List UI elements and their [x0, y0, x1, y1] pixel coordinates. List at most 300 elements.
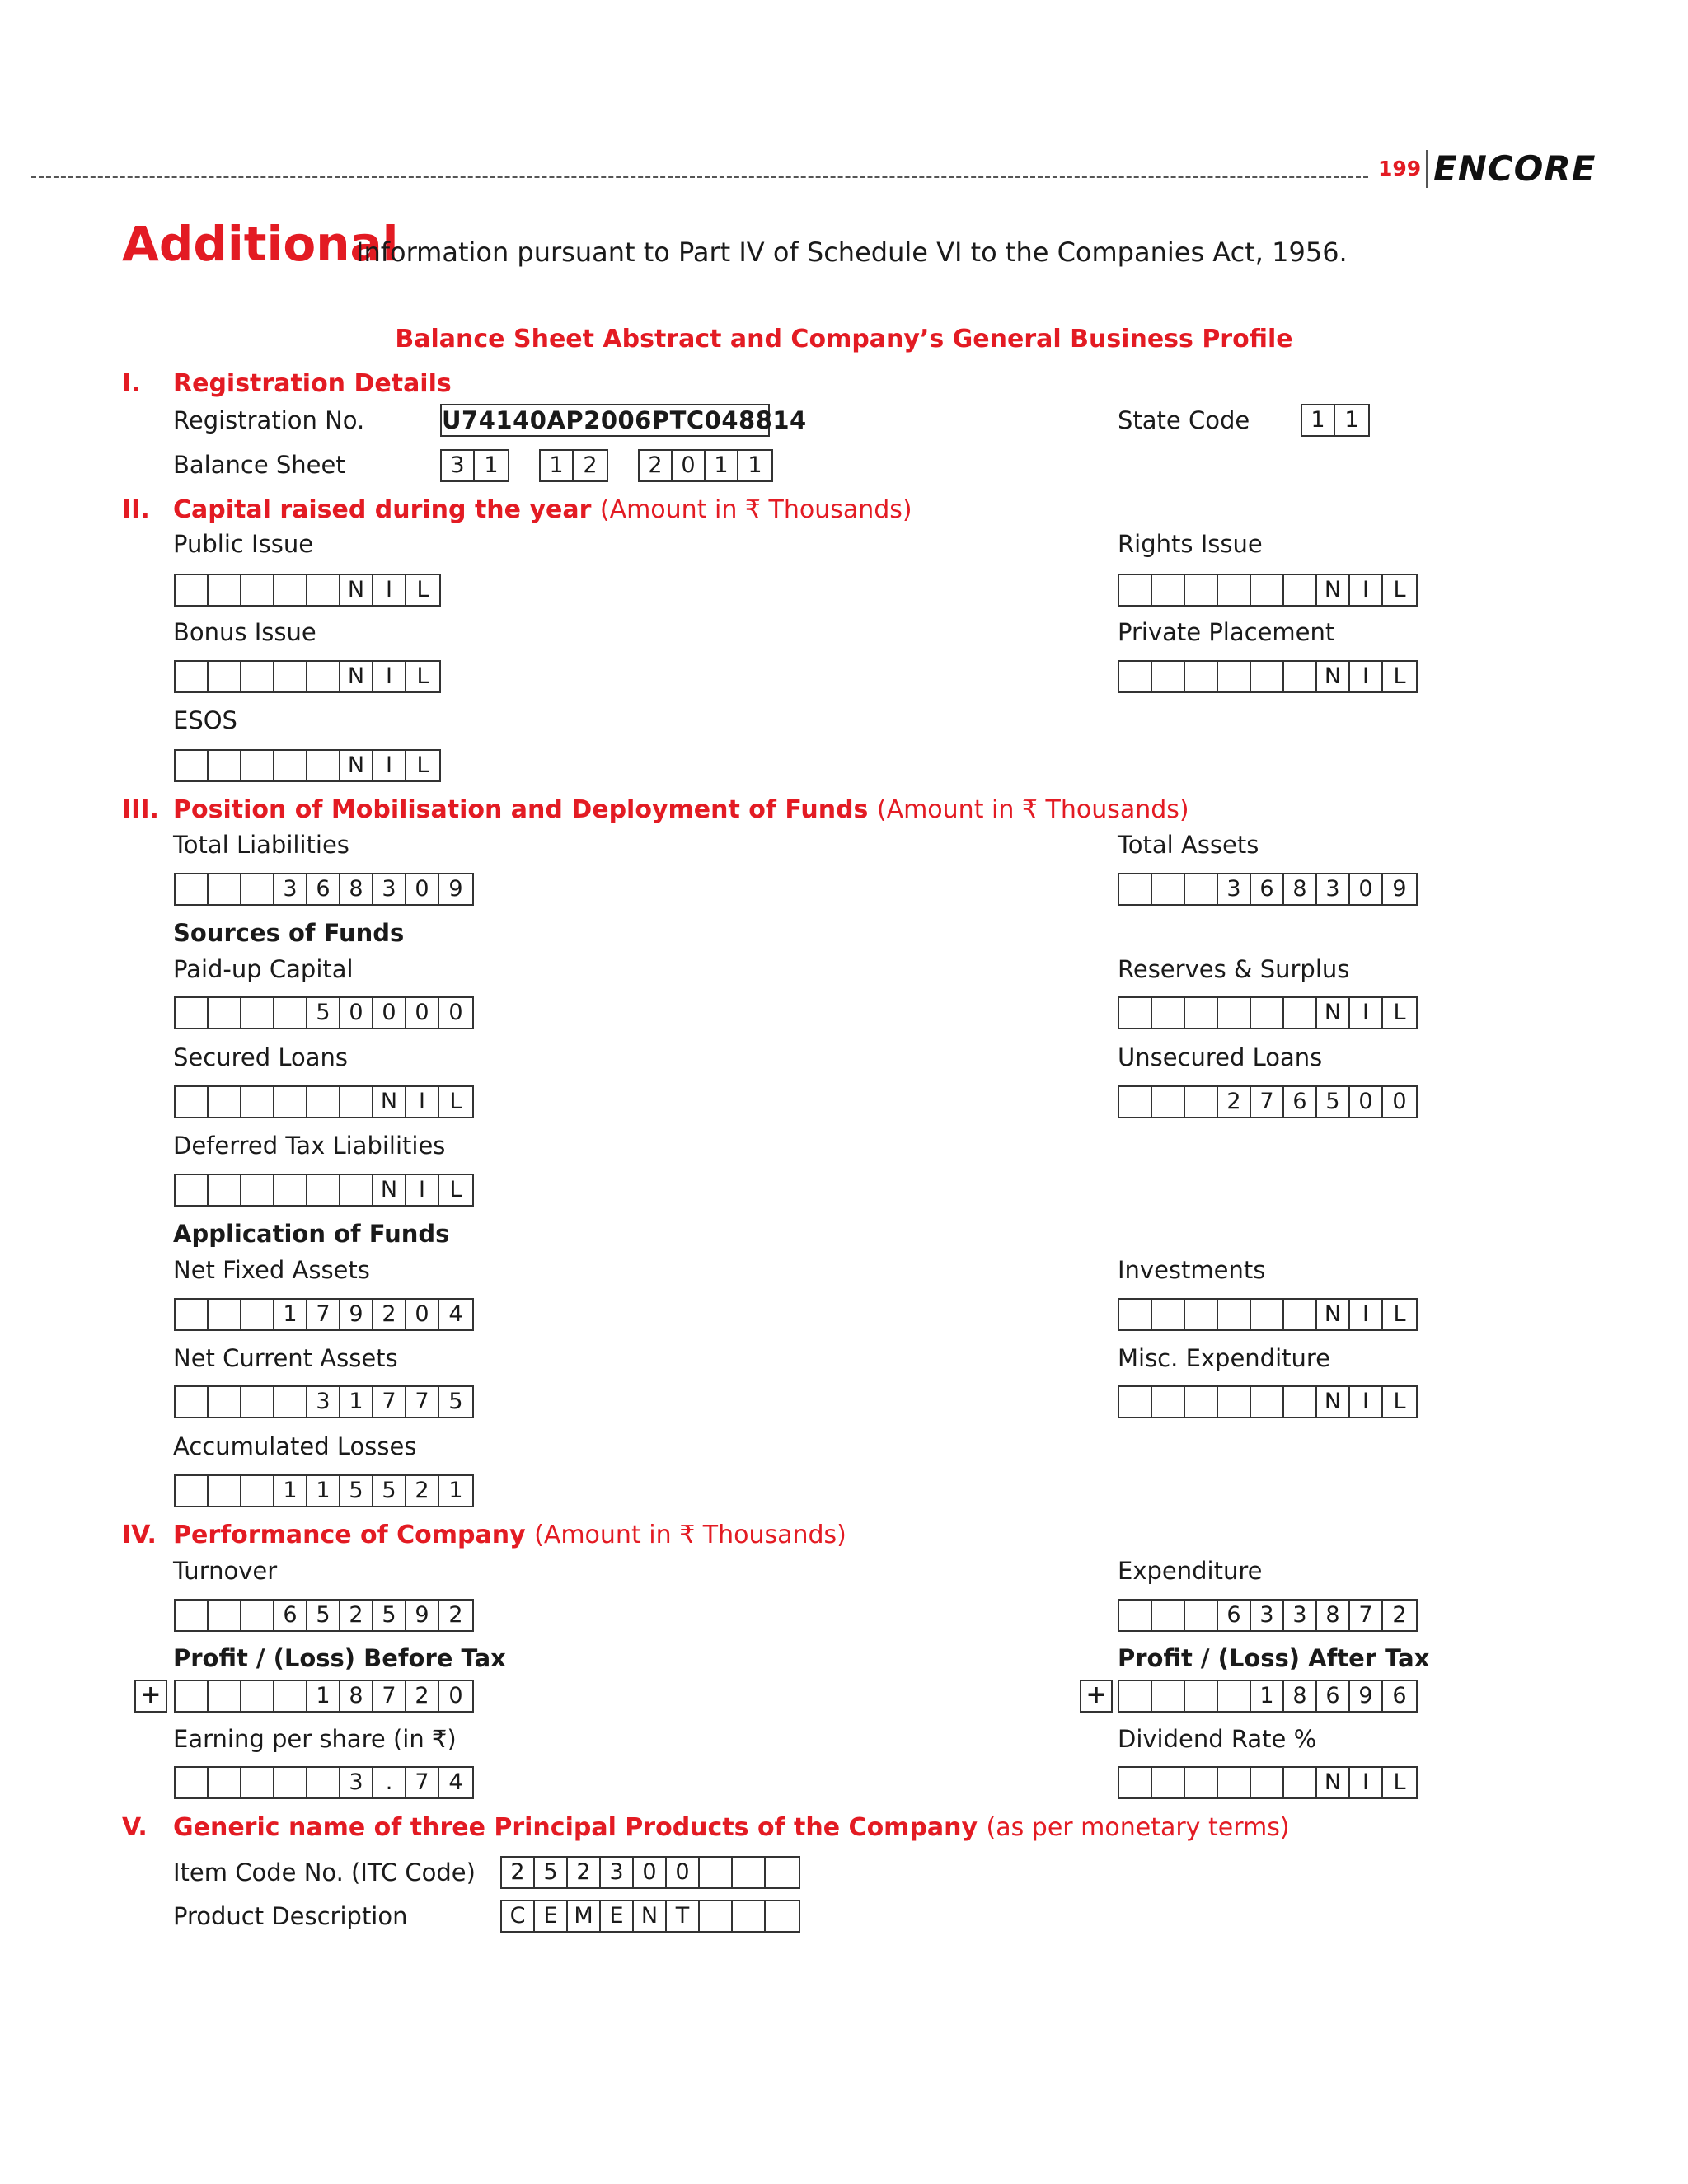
- private-placement-field: [1118, 660, 1418, 693]
- form-cell: 0: [448, 1000, 463, 1025]
- form-cell: I: [406, 1175, 439, 1205]
- form-cell: 1: [1344, 407, 1359, 433]
- form-cell: L: [1393, 1301, 1406, 1327]
- secured-loans-field: [174, 1085, 474, 1118]
- public-issue-label: Public Issue: [173, 530, 314, 558]
- pbt-label: Profit / (Loss) Before Tax: [173, 1644, 506, 1672]
- form-cell: [1119, 1387, 1152, 1417]
- form-cell: 3: [340, 1768, 373, 1797]
- brand-logo: ENCORE: [1426, 150, 1596, 188]
- form-cell: 0: [448, 1683, 463, 1708]
- form-cell: [1119, 1087, 1152, 1117]
- form-cell: [1152, 1300, 1185, 1329]
- deferred-tax-field: [174, 1174, 474, 1207]
- form-cell: [1185, 662, 1218, 691]
- rights-issue-field: [1118, 574, 1418, 607]
- section-number: I.: [122, 369, 141, 398]
- form-cell: N: [1317, 1768, 1350, 1797]
- itc-code-field: [500, 1856, 800, 1889]
- page-title: Additional: [122, 216, 399, 272]
- form-cell: [1251, 1768, 1284, 1797]
- form-cell: 7: [307, 1300, 340, 1329]
- form-cell: [209, 662, 241, 691]
- expenditure-label: Expenditure: [1118, 1557, 1263, 1585]
- form-cell: [1218, 998, 1251, 1028]
- form-cell: 3: [1251, 1601, 1284, 1630]
- product-description-label: Product Description: [173, 1902, 408, 1930]
- section-title: Generic name of three Principal Products of the Company (as per monetary terms): [173, 1813, 1290, 1842]
- form-cell: L: [416, 752, 429, 778]
- form-cell: 7: [1251, 1087, 1284, 1117]
- paid-up-capital-field: [174, 996, 474, 1029]
- form-cell: N: [1317, 1387, 1350, 1417]
- form-cell: 6: [307, 874, 340, 904]
- form-cell: 5: [373, 1476, 406, 1506]
- eps-label: Earning per share (in ₹): [173, 1725, 457, 1753]
- form-cell: L: [1393, 663, 1406, 689]
- header-divider: [31, 176, 1368, 178]
- form-cell: N: [1317, 575, 1350, 605]
- balance-sheet-month-field: [539, 449, 608, 482]
- form-cell: [1251, 575, 1284, 605]
- bonus-issue-label: Bonus Issue: [173, 618, 316, 646]
- form-cell: N: [373, 1087, 406, 1117]
- form-cell: [241, 1175, 274, 1205]
- form-cell: 1: [274, 1300, 307, 1329]
- state-code-field: [1301, 404, 1370, 437]
- form-cell: [1185, 1768, 1218, 1797]
- form-cell: [209, 1681, 241, 1711]
- expenditure-field: [1118, 1599, 1418, 1632]
- form-cell: [307, 575, 340, 605]
- form-cell: 0: [634, 1858, 667, 1887]
- form-cell: 0: [406, 1300, 439, 1329]
- form-cell: [307, 1175, 340, 1205]
- form-cell: 0: [406, 998, 439, 1028]
- form-cell: [1185, 874, 1218, 904]
- total-liabilities-label: Total Liabilities: [173, 831, 349, 859]
- form-cell: [307, 1087, 340, 1117]
- form-cell: [307, 1768, 340, 1797]
- form-cell: 7: [373, 1387, 406, 1417]
- form-cell: 3: [1218, 874, 1251, 904]
- form-cell: L: [1393, 1769, 1406, 1795]
- form-cell: 5: [340, 1476, 373, 1506]
- sources-of-funds-heading: Sources of Funds: [173, 919, 405, 947]
- section-title: Capital raised during the year (Amount in ₹ Thousands): [173, 495, 912, 524]
- form-cell: [209, 998, 241, 1028]
- form-cell: 0: [1392, 1089, 1407, 1114]
- form-cell: 3: [601, 1858, 634, 1887]
- form-cell: I: [1350, 662, 1383, 691]
- form-cell: [1152, 1087, 1185, 1117]
- form-cell: [209, 1601, 241, 1630]
- form-cell: L: [1393, 1000, 1406, 1025]
- form-cell: [209, 1768, 241, 1797]
- form-cell: [274, 1768, 307, 1797]
- form-cell: [176, 874, 209, 904]
- form-cell: [176, 1387, 209, 1417]
- section-title: Position of Mobilisation and Deployment of Funds (Amount in ₹ Thousands): [173, 795, 1189, 824]
- form-cell: N: [1317, 998, 1350, 1028]
- secured-loans-label: Secured Loans: [173, 1043, 348, 1071]
- form-cell: [1152, 1387, 1185, 1417]
- form-cell: [1119, 998, 1152, 1028]
- net-current-assets-field: [174, 1385, 474, 1418]
- application-of-funds-heading: Application of Funds: [173, 1220, 450, 1248]
- form-cell: 6: [274, 1601, 307, 1630]
- form-cell: [700, 1901, 733, 1931]
- section-number: V.: [122, 1813, 148, 1842]
- form-cell: [176, 1681, 209, 1711]
- pbt-field: [174, 1680, 474, 1713]
- form-cell: [176, 1087, 209, 1117]
- form-cell: 2: [406, 1476, 439, 1506]
- form-cell: [733, 1901, 766, 1931]
- reserves-surplus-label: Reserves & Surplus: [1118, 955, 1350, 983]
- form-cell: [209, 751, 241, 780]
- form-cell: 3: [1284, 1601, 1317, 1630]
- pat-label: Profit / (Loss) After Tax: [1118, 1644, 1430, 1672]
- form-cell: [209, 1300, 241, 1329]
- form-cell: 5: [373, 1601, 406, 1630]
- form-cell: 6: [1251, 874, 1284, 904]
- section-note: (Amount in ₹ Thousands): [876, 795, 1189, 824]
- registration-no-label: Registration No.: [173, 406, 365, 434]
- form-cell: 8: [340, 1681, 373, 1711]
- rights-issue-label: Rights Issue: [1118, 530, 1263, 558]
- form-cell: N: [634, 1901, 667, 1931]
- form-cell: [209, 1087, 241, 1117]
- form-cell: 0: [373, 998, 406, 1028]
- form-cell: 3: [307, 1387, 340, 1417]
- investments-field: [1118, 1298, 1418, 1331]
- paid-up-capital-label: Paid-up Capital: [173, 955, 354, 983]
- form-cell: [340, 1087, 373, 1117]
- form-cell: 9: [1392, 876, 1407, 902]
- form-cell: [1152, 575, 1185, 605]
- form-cell: 3: [442, 451, 475, 480]
- form-cell: 0: [1350, 1087, 1383, 1117]
- pat-sign-box: +: [1080, 1680, 1113, 1713]
- product-description-field: [500, 1900, 800, 1933]
- public-issue-field: [174, 574, 441, 607]
- form-cell: [1284, 1768, 1317, 1797]
- form-cell: [1152, 874, 1185, 904]
- form-cell: [176, 662, 209, 691]
- form-cell: [307, 751, 340, 780]
- deferred-tax-label: Deferred Tax Liabilities: [173, 1132, 446, 1160]
- form-cell: [1152, 998, 1185, 1028]
- form-cell: L: [1393, 577, 1406, 602]
- form-cell: [1185, 1681, 1218, 1711]
- form-cell: 7: [406, 1768, 439, 1797]
- form-cell: C: [502, 1901, 535, 1931]
- form-cell: 9: [448, 876, 463, 902]
- investments-label: Investments: [1118, 1256, 1266, 1284]
- total-liabilities-field: [174, 873, 474, 906]
- form-cell: 5: [307, 998, 340, 1028]
- form-cell: 1: [274, 1476, 307, 1506]
- form-cell: I: [1350, 1387, 1383, 1417]
- esos-label: ESOS: [173, 706, 237, 734]
- form-cell: 3: [274, 874, 307, 904]
- form-cell: 2: [502, 1858, 535, 1887]
- form-cell: 2: [448, 1602, 463, 1628]
- form-cell: [176, 1476, 209, 1506]
- form-cell: [209, 1476, 241, 1506]
- form-cell: [241, 1300, 274, 1329]
- form-cell: [700, 1858, 733, 1887]
- form-cell: [274, 1175, 307, 1205]
- form-cell: 1: [748, 452, 762, 478]
- section-number: III.: [122, 795, 159, 824]
- form-cell: 1: [1251, 1681, 1284, 1711]
- form-cell: L: [416, 577, 429, 602]
- form-cell: [241, 575, 274, 605]
- form-cell: [274, 1681, 307, 1711]
- form-cell: [241, 662, 274, 691]
- form-cell: N: [1317, 662, 1350, 691]
- form-cell: [1284, 662, 1317, 691]
- form-cell: I: [406, 1087, 439, 1117]
- form-cell: 4: [448, 1301, 463, 1327]
- form-cell: 5: [307, 1601, 340, 1630]
- form-cell: 7: [373, 1681, 406, 1711]
- form-cell: 3: [1317, 874, 1350, 904]
- form-cell: 5: [535, 1858, 568, 1887]
- form-cell: 2: [640, 451, 673, 480]
- turnover-field: [174, 1599, 474, 1632]
- form-cell: N: [373, 1175, 406, 1205]
- form-cell: [274, 1387, 307, 1417]
- form-cell: [241, 751, 274, 780]
- form-cell: I: [1350, 1300, 1383, 1329]
- balance-sheet-day-field: [440, 449, 509, 482]
- eps-field: [174, 1766, 474, 1799]
- form-cell: [274, 575, 307, 605]
- form-cell: L: [1393, 1389, 1406, 1414]
- form-cell: [241, 1087, 274, 1117]
- private-placement-label: Private Placement: [1118, 618, 1335, 646]
- form-cell: 8: [340, 874, 373, 904]
- form-cell: [176, 998, 209, 1028]
- form-cell: 2: [568, 1858, 601, 1887]
- form-cell: L: [416, 663, 429, 689]
- net-current-assets-label: Net Current Assets: [173, 1344, 398, 1372]
- reserves-surplus-field: [1118, 996, 1418, 1029]
- misc-expenditure-label: Misc. Expenditure: [1118, 1344, 1331, 1372]
- form-cell: 1: [340, 1387, 373, 1417]
- form-cell: [1218, 1300, 1251, 1329]
- form-cell: I: [373, 575, 406, 605]
- form-cell: [1119, 1768, 1152, 1797]
- balance-sheet-year-field: [638, 449, 773, 482]
- form-cell: 1: [484, 452, 499, 478]
- form-cell: [1185, 1387, 1218, 1417]
- form-cell: 2: [1392, 1602, 1407, 1628]
- form-cell: 2: [340, 1601, 373, 1630]
- section-note: (as per monetary terms): [986, 1813, 1290, 1842]
- accumulated-losses-field: [174, 1474, 474, 1507]
- form-cell: 7: [406, 1387, 439, 1417]
- form-cell: [766, 1901, 799, 1931]
- form-cell: [1152, 1681, 1185, 1711]
- form-cell: [1119, 1601, 1152, 1630]
- form-cell: [1218, 1681, 1251, 1711]
- form-cell: M: [568, 1901, 601, 1931]
- form-cell: [1218, 1768, 1251, 1797]
- section-note: (Amount in ₹ Thousands): [534, 1521, 846, 1549]
- form-cell: T: [667, 1901, 700, 1931]
- total-assets-field: [1118, 873, 1418, 906]
- form-cell: 9: [406, 1601, 439, 1630]
- form-cell: 2: [1218, 1087, 1251, 1117]
- form-cell: 0: [1350, 874, 1383, 904]
- section-number: II.: [122, 495, 150, 524]
- form-cell: [1185, 1601, 1218, 1630]
- form-cell: [241, 998, 274, 1028]
- esos-field: [174, 749, 441, 782]
- form-cell: 6: [1284, 1087, 1317, 1117]
- form-cell: N: [1317, 1300, 1350, 1329]
- form-cell: [1251, 1387, 1284, 1417]
- accumulated-losses-label: Accumulated Losses: [173, 1432, 417, 1460]
- form-cell: N: [340, 575, 373, 605]
- form-cell: [1284, 998, 1317, 1028]
- page-title-description: Information pursuant to Part IV of Schedule VI to the Companies Act, 1956.: [356, 237, 1348, 268]
- form-cell: [209, 874, 241, 904]
- state-code-label: State Code: [1118, 406, 1250, 434]
- form-cell: I: [1350, 998, 1383, 1028]
- form-cell: [1284, 1387, 1317, 1417]
- form-cell: [241, 1476, 274, 1506]
- form-cell: 6: [1218, 1601, 1251, 1630]
- form-cell: [1251, 1300, 1284, 1329]
- form-cell: 4: [448, 1769, 463, 1795]
- form-cell: [274, 998, 307, 1028]
- form-cell: 0: [667, 1858, 700, 1887]
- form-cell: [733, 1858, 766, 1887]
- form-cell: 8: [1317, 1601, 1350, 1630]
- form-cell: [1152, 1601, 1185, 1630]
- misc-expenditure-field: [1118, 1385, 1418, 1418]
- form-cell: 9: [340, 1300, 373, 1329]
- form-cell: [241, 874, 274, 904]
- form-cell: L: [449, 1177, 462, 1202]
- form-cell: 0: [673, 451, 706, 480]
- form-cell: [1152, 662, 1185, 691]
- form-subtitle: Balance Sheet Abstract and Company’s General Business Profile: [395, 325, 1293, 354]
- net-fixed-assets-field: [174, 1298, 474, 1331]
- form-cell: [274, 662, 307, 691]
- form-cell: [1119, 1300, 1152, 1329]
- form-cell: .: [373, 1768, 406, 1797]
- form-cell: 0: [340, 998, 373, 1028]
- section-title: Registration Details: [173, 369, 452, 398]
- bonus-issue-field: [174, 660, 441, 693]
- form-cell: [176, 1601, 209, 1630]
- form-cell: [209, 1387, 241, 1417]
- form-cell: [1218, 1387, 1251, 1417]
- form-cell: [1218, 575, 1251, 605]
- unsecured-loans-field: [1118, 1085, 1418, 1118]
- section-note: (Amount in ₹ Thousands): [599, 495, 912, 524]
- registration-no-field: U74140AP2006PTC048814: [440, 404, 770, 437]
- form-cell: [1119, 1681, 1152, 1711]
- form-cell: 1: [307, 1681, 340, 1711]
- form-cell: [209, 575, 241, 605]
- form-cell: 3: [373, 874, 406, 904]
- form-cell: [1185, 1300, 1218, 1329]
- form-cell: [176, 1175, 209, 1205]
- form-cell: [1185, 575, 1218, 605]
- form-cell: [176, 1300, 209, 1329]
- form-cell: I: [1350, 1768, 1383, 1797]
- turnover-label: Turnover: [173, 1557, 278, 1585]
- dividend-rate-label: Dividend Rate %: [1118, 1725, 1317, 1753]
- form-cell: [209, 1175, 241, 1205]
- form-cell: [241, 1768, 274, 1797]
- form-cell: I: [373, 662, 406, 691]
- form-cell: 1: [541, 451, 574, 480]
- form-cell: 1: [706, 451, 738, 480]
- section-title: Performance of Company (Amount in ₹ Thousands): [173, 1521, 846, 1549]
- form-cell: 5: [1317, 1087, 1350, 1117]
- form-cell: E: [535, 1901, 568, 1931]
- form-cell: 8: [1284, 1681, 1317, 1711]
- form-cell: [1218, 662, 1251, 691]
- form-cell: [307, 662, 340, 691]
- pbt-sign-box: +: [134, 1680, 167, 1713]
- dividend-rate-field: [1118, 1766, 1418, 1799]
- form-cell: 5: [448, 1389, 463, 1414]
- form-cell: 8: [1284, 874, 1317, 904]
- form-cell: [274, 1087, 307, 1117]
- form-cell: 2: [583, 452, 598, 478]
- form-cell: 9: [1350, 1681, 1383, 1711]
- form-cell: [241, 1387, 274, 1417]
- form-cell: [1284, 1300, 1317, 1329]
- itc-code-label: Item Code No. (ITC Code): [173, 1858, 476, 1886]
- form-cell: [1119, 874, 1152, 904]
- form-cell: E: [601, 1901, 634, 1931]
- form-cell: [1185, 998, 1218, 1028]
- form-cell: 2: [406, 1681, 439, 1711]
- form-cell: [1152, 1768, 1185, 1797]
- pat-field: [1118, 1680, 1418, 1713]
- section-number: IV.: [122, 1521, 157, 1549]
- form-cell: [176, 575, 209, 605]
- form-cell: [176, 1768, 209, 1797]
- form-cell: [1119, 575, 1152, 605]
- form-cell: 0: [406, 874, 439, 904]
- total-assets-label: Total Assets: [1118, 831, 1259, 859]
- form-cell: [241, 1681, 274, 1711]
- form-cell: N: [340, 751, 373, 780]
- form-cell: [1185, 1087, 1218, 1117]
- form-cell: [340, 1175, 373, 1205]
- page-number: 199: [1378, 157, 1422, 180]
- balance-sheet-label: Balance Sheet: [173, 451, 345, 479]
- net-fixed-assets-label: Net Fixed Assets: [173, 1256, 370, 1284]
- form-cell: 1: [307, 1476, 340, 1506]
- form-cell: [1251, 998, 1284, 1028]
- form-cell: [241, 1601, 274, 1630]
- form-cell: [176, 751, 209, 780]
- form-cell: I: [1350, 575, 1383, 605]
- form-cell: [766, 1858, 799, 1887]
